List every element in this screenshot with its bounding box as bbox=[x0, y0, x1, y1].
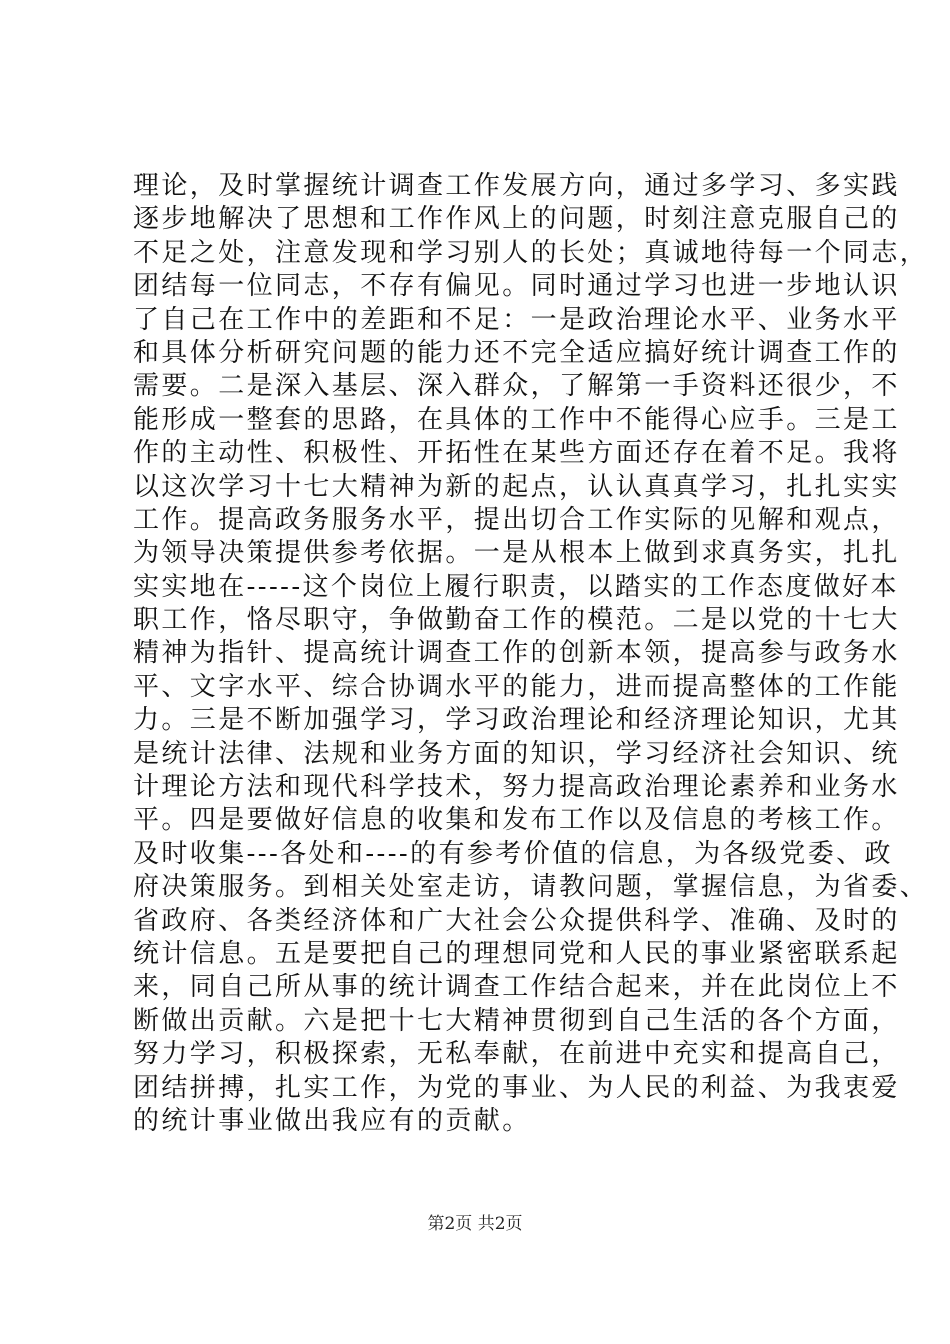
text-line: 实实地在-----这个岗位上履行职责，以踏实的工作态度做好本 bbox=[133, 571, 899, 602]
text-line: 逐步地解决了思想和工作作风上的问题，时刻注意克服自己的 bbox=[133, 204, 900, 235]
text-line: 团结拼搏，扎实工作，为党的事业、为人民的利益、为我衷爱 bbox=[133, 1072, 900, 1103]
text-line: 作的主动性、积极性、开拓性在某些方面还存在着不足。我将 bbox=[133, 438, 900, 469]
text-line: 和具体分析研究问题的能力还不完全适应搞好统计调查工作的 bbox=[133, 337, 900, 368]
text-line: 府决策服务。到相关处室走访，请教问题，掌握信息，为省委、 bbox=[133, 872, 929, 903]
text-line: 统计信息。五是要把自己的理想同党和人民的事业紧密联系起 bbox=[133, 938, 900, 969]
text-line: 团结每一位同志，不存有偏见。同时通过学习也进一步地认识 bbox=[133, 271, 900, 302]
text-line: 及时收集---各处和----的有参考价值的信息，为各级党委、政 bbox=[133, 838, 893, 869]
text-line: 以这次学习十七大精神为新的起点，认认真真学习，扎扎实实 bbox=[133, 471, 900, 502]
text-line: 力。三是不断加强学习，学习政治理论和经济理论知识，尤其 bbox=[133, 705, 900, 736]
text-line: 不足之处，注意发现和学习别人的长处；真诚地待每一个同志， bbox=[133, 237, 929, 268]
text-line: 平、文字水平、综合协调水平的能力，进而提高整体的工作能 bbox=[133, 671, 900, 702]
text-line: 精神为指针、提高统计调查工作的创新本领，提高参与政务水 bbox=[133, 638, 900, 669]
page-number-footer: 第2页 共2页 bbox=[427, 1214, 523, 1234]
text-line: 能形成一整套的思路，在具体的工作中不能得心应手。三是工 bbox=[133, 404, 900, 435]
text-line: 需要。二是深入基层、深入群众，了解第一手资料还很少，不 bbox=[133, 371, 900, 402]
text-line: 来，同自己所从事的统计调查工作结合起来，并在此岗位上不 bbox=[133, 972, 900, 1003]
text-line: 平。四是要做好信息的收集和发布工作以及信息的考核工作。 bbox=[133, 805, 900, 836]
text-line: 了自己在工作中的差距和不足：一是政治理论水平、业务水平 bbox=[133, 304, 900, 335]
text-line: 的统计事业做出我应有的贡献。 bbox=[133, 1105, 531, 1136]
body-paragraph bbox=[133, 170, 929, 1138]
text-line: 努力学习，积极探索，无私奉献，在前进中充实和提高自己， bbox=[133, 1039, 900, 1070]
text-line: 为领导决策提供参考依据。一是从根本上做到求真务实，扎扎 bbox=[133, 538, 900, 569]
text-line: 省政府、各类经济体和广大社会公众提供科学、准确、及时的 bbox=[133, 905, 900, 936]
text-line: 理论，及时掌握统计调查工作发展方向，通过多学习、多实践 bbox=[133, 171, 900, 201]
text-line: 工作。提高政务服务水平，提出切合工作实际的见解和观点， bbox=[133, 504, 900, 535]
text-line: 计理论方法和现代科学技术，努力提高政治理论素养和业务水 bbox=[133, 772, 900, 803]
text-line: 职工作，恪尽职守，争做勤奋工作的模范。二是以党的十七大 bbox=[133, 605, 900, 636]
text-line: 断做出贡献。六是把十七大精神贯彻到自己生活的各个方面， bbox=[133, 1005, 900, 1036]
text-line: 是统计法律、法规和业务方面的知识，学习经济社会知识、统 bbox=[133, 738, 900, 769]
